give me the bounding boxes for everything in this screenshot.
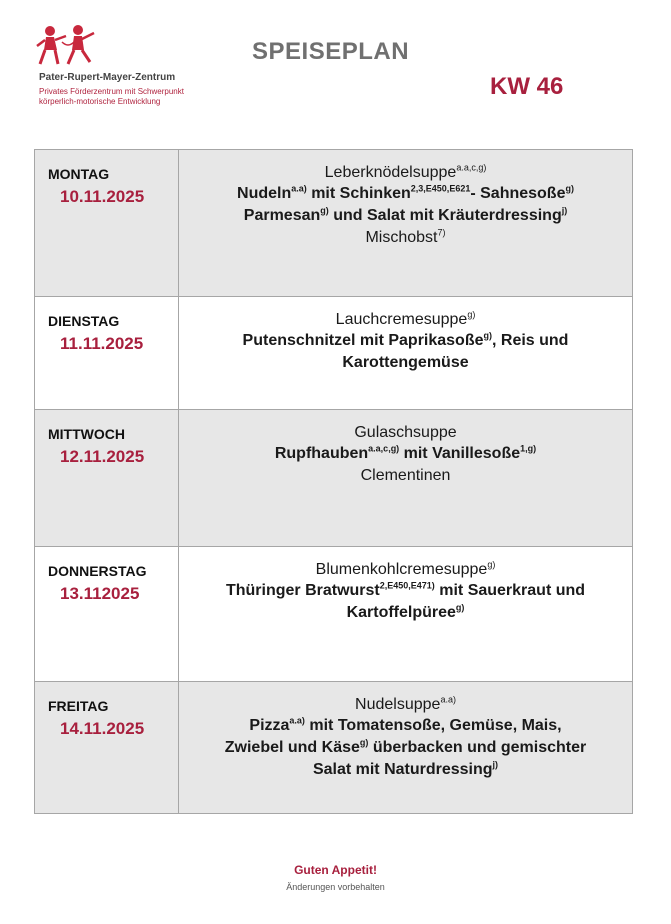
main-dish: Thüringer Bratwurst$^{2,E450,E471)}$ mit Sauerkraut und Kartoffelpüree$^{g)}$ xyxy=(225,580,586,621)
soup: Nudelsuppe$^{a.a)}$ xyxy=(355,694,456,713)
menu-cell xyxy=(179,547,633,682)
day-name: FREITAG xyxy=(48,698,109,714)
org-name: Pater-Rupert-Mayer-Zentrum xyxy=(39,72,176,83)
org-subtitle-2: körperlich-motorische Entwicklung xyxy=(39,97,161,106)
day-row-thursday xyxy=(35,547,633,682)
menu-cell xyxy=(179,297,633,410)
day-cell xyxy=(35,150,179,297)
main-dish: Pizza$^{a.a)}$ mit Tomatensoße, Gemüse, Mais, Zwiebel und Käse$^{g)}$ überbacken und gemischter Salat mit Naturdressing$^{j)}$ xyxy=(224,715,587,778)
day-row-tuesday xyxy=(35,297,633,410)
day-cell xyxy=(35,410,179,547)
day-cell xyxy=(35,297,179,410)
soup: Blumenkohlcremesuppe$^{g)}$ xyxy=(315,559,496,578)
soup: Gulaschsuppe xyxy=(354,424,457,441)
children-logo-icon xyxy=(36,24,100,70)
day-name: MITTWOCH xyxy=(48,426,125,442)
menu-cell xyxy=(179,410,633,547)
day-name: DIENSTAG xyxy=(48,313,120,329)
main-dish: Putenschnitzel mit Paprikasoße$^{g)}$, Reis und Karottengemüse xyxy=(242,330,569,371)
day-row-monday xyxy=(35,150,633,297)
day-date: 14.11.2025 xyxy=(60,719,145,738)
soup: Lauchcremesuppe$^{g)}$ xyxy=(335,309,476,328)
menu-cell xyxy=(179,682,633,814)
menu-table xyxy=(34,149,633,814)
calendar-week: KW 46 xyxy=(490,73,564,100)
day-date: 13.112025 xyxy=(60,584,140,603)
soup: Leberknödelsuppe$^{a.a,c,g)}$ xyxy=(324,162,487,181)
day-name: DONNERSTAG xyxy=(48,563,147,579)
page-title: SPEISEPLAN xyxy=(252,38,410,65)
org-subtitle-1: Privates Förderzentrum mit Schwerpunkt xyxy=(39,87,184,96)
main-dish: Rupfhauben$^{a.a,c,g)}$ mit Vanillesoße$^{1,g)}$ xyxy=(274,443,537,462)
dessert: Mischobst$^{7)}$ xyxy=(365,227,446,246)
menu-cell xyxy=(179,150,633,297)
day-row-wednesday xyxy=(35,410,633,547)
footer-note: Änderungen vorbehalten xyxy=(286,882,385,892)
day-cell xyxy=(35,682,179,814)
day-cell xyxy=(35,547,179,682)
day-date: 11.11.2025 xyxy=(60,334,144,353)
main-dish: Nudeln$^{a.a)}$ mit Schinken$^{2,3,E450,E621}$- Sahnesoße$^{g)}$ Parmesan$^{g)}$ und Salat mit Kräuterdressing$^{j)}$ xyxy=(237,183,574,224)
day-row-friday xyxy=(35,682,633,814)
footer-greeting: Guten Appetit! xyxy=(294,863,377,877)
day-name: MONTAG xyxy=(48,166,110,182)
day-date: 12.11.2025 xyxy=(60,447,145,466)
day-date: 10.11.2025 xyxy=(60,187,145,206)
dessert: Clementinen xyxy=(360,467,451,484)
logo xyxy=(36,24,206,116)
